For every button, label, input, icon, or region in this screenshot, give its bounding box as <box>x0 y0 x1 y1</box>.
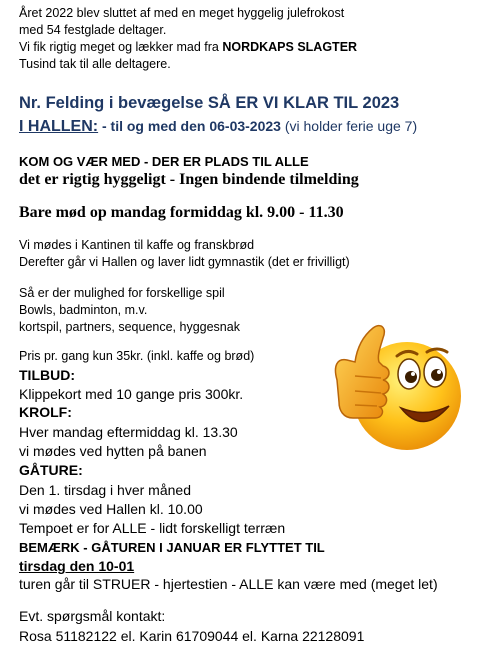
bemaerk-line-1: BEMÆRK - GÅTUREN I JANUAR ER FLYTTET TIL <box>19 540 325 555</box>
pris-line: Pris pr. gang kun 35kr. (inkl. kaffe og brød) <box>19 349 255 363</box>
tilbud-text: Klippekort med 10 gange pris 300kr. <box>19 386 244 402</box>
hallen-ferie: (vi holder ferie uge 7) <box>284 118 418 134</box>
krolf-label: KROLF: <box>19 404 72 420</box>
hallen-dates: - til og med den 06-03-2023 <box>98 118 285 134</box>
krolf-line-1: Hver mandag eftermiddag kl. 13.30 <box>19 424 238 440</box>
spil-line-3: kortspil, partners, sequence, hyggesnak <box>19 320 240 334</box>
kom-line-2: det er rigtig hyggeligt - Ingen bindende tilmelding <box>19 171 359 188</box>
hallen-line <box>19 116 417 137</box>
thumbs-up-smiley-icon <box>325 318 465 458</box>
tilbud-label: TILBUD: <box>19 367 75 383</box>
intro-line-2: med 54 festglade deltager. <box>19 23 167 37</box>
gature-line-3: Tempoet er for ALLE - lidt forskelligt terræn <box>19 520 286 536</box>
intro-line-3 <box>19 39 357 55</box>
hallen-label: I HALLEN: <box>19 118 99 135</box>
moedes-line-2: Derefter går vi Hallen og laver lidt gymnastik (det er frivilligt) <box>19 255 350 269</box>
intro-line-3-text: Vi fik rigtig meget og lækker mad fra <box>19 40 223 54</box>
intro-line-1: Året 2022 blev sluttet af med en meget hyggelig julefrokost <box>19 6 345 20</box>
kom-line-1: KOM OG VÆR MED - DER ER PLADS TIL ALLE <box>19 154 309 169</box>
kontakt-line-2: Rosa 51182122 el. Karin 61709044 el. Karna 22128091 <box>19 628 365 644</box>
eye-right <box>424 357 446 387</box>
intro-slagter-name: NORDKAPS SLAGTER <box>222 40 358 54</box>
eye-left <box>398 359 420 389</box>
thumb-hand <box>335 326 389 418</box>
spil-line-2: Bowls, badminton, m.v. <box>19 303 148 317</box>
bemaerk-date: tirsdag den 10-01 <box>19 558 135 574</box>
krolf-line-2: vi mødes ved hytten på banen <box>19 443 207 459</box>
kontakt-line-1: Evt. spørgsmål kontakt: <box>19 608 166 624</box>
gature-label: GÅTURE: <box>19 462 83 478</box>
page-title: Nr. Felding i bevægelse SÅ ER VI KLAR TIL 2023 <box>19 94 400 112</box>
moedes-line-1: Vi mødes i Kantinen til kaffe og franskbrød <box>19 238 255 252</box>
gature-line-2: vi mødes ved Hallen kl. 10.00 <box>19 501 203 517</box>
gature-line-1: Den 1. tirsdag i hver måned <box>19 482 191 498</box>
spil-line-1: Så er der mulighed for forskellige spil <box>19 286 225 300</box>
intro-line-4: Tusind tak til alle deltagere. <box>19 57 171 71</box>
bare-moed-op: Bare mød op mandag formiddag kl. 9.00 - 11.30 <box>19 204 344 221</box>
bemaerk-line-3: turen går til STRUER - hjertestien - ALLE kan være med (meget let) <box>19 576 438 592</box>
